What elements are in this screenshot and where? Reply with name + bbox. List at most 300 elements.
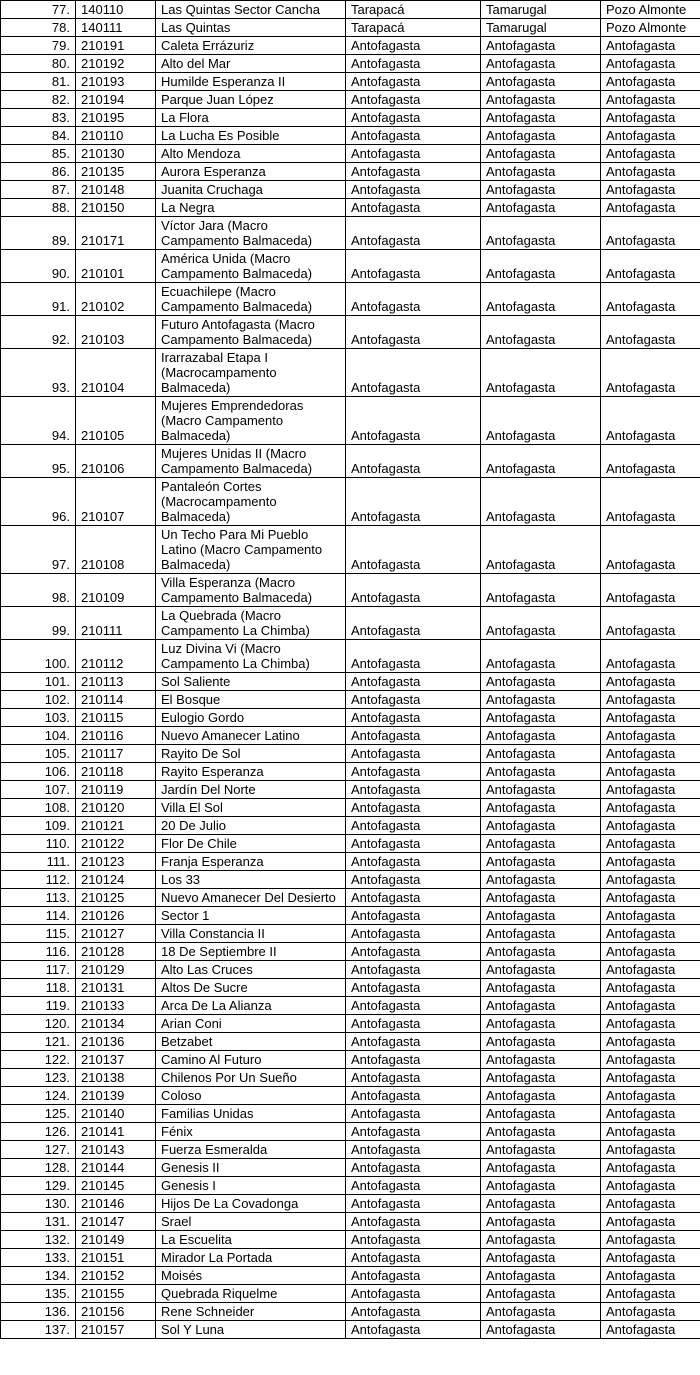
row-number-cell: 113. <box>1 889 76 907</box>
commune-cell: Antofagasta <box>601 889 700 907</box>
region-cell: Antofagasta <box>346 145 481 163</box>
province-cell: Antofagasta <box>481 763 601 781</box>
code-cell: 210194 <box>76 91 156 109</box>
table-row <box>1 745 700 763</box>
province-cell: Antofagasta <box>481 37 601 55</box>
name-cell: El Bosque <box>156 691 346 709</box>
table-row <box>1 640 700 673</box>
province-cell: Antofagasta <box>481 871 601 889</box>
region-cell: Antofagasta <box>346 181 481 199</box>
table-row <box>1 997 700 1015</box>
code-cell: 210171 <box>76 217 156 250</box>
table-row <box>1 673 700 691</box>
region-cell: Antofagasta <box>346 163 481 181</box>
name-cell: Jardín Del Norte <box>156 781 346 799</box>
table-row <box>1 397 700 445</box>
region-cell: Antofagasta <box>346 91 481 109</box>
commune-cell: Antofagasta <box>601 127 700 145</box>
table-row <box>1 1033 700 1051</box>
code-cell: 210134 <box>76 1015 156 1033</box>
province-cell: Antofagasta <box>481 1231 601 1249</box>
code-cell: 210192 <box>76 55 156 73</box>
commune-cell: Antofagasta <box>601 397 700 445</box>
commune-cell: Antofagasta <box>601 1015 700 1033</box>
table-row <box>1 925 700 943</box>
code-cell: 210116 <box>76 727 156 745</box>
commune-cell: Antofagasta <box>601 727 700 745</box>
province-cell: Antofagasta <box>481 1069 601 1087</box>
commune-cell: Antofagasta <box>601 349 700 397</box>
row-number-cell: 102. <box>1 691 76 709</box>
commune-cell: Antofagasta <box>601 37 700 55</box>
code-cell: 210149 <box>76 1231 156 1249</box>
row-number-cell: 90. <box>1 250 76 283</box>
region-cell: Antofagasta <box>346 763 481 781</box>
commune-cell: Antofagasta <box>601 181 700 199</box>
name-cell: Rene Schneider <box>156 1303 346 1321</box>
row-number-cell: 89. <box>1 217 76 250</box>
row-number-cell: 82. <box>1 91 76 109</box>
table-row <box>1 1069 700 1087</box>
name-cell: Genesis II <box>156 1159 346 1177</box>
region-cell: Antofagasta <box>346 961 481 979</box>
row-number-cell: 122. <box>1 1051 76 1069</box>
table-row <box>1 709 700 727</box>
code-cell: 210141 <box>76 1123 156 1141</box>
code-cell: 210151 <box>76 1249 156 1267</box>
province-cell: Antofagasta <box>481 727 601 745</box>
commune-cell: Antofagasta <box>601 907 700 925</box>
name-cell: Las Quintas Sector Cancha <box>156 1 346 19</box>
name-cell: Un Techo Para Mi Pueblo Latino (Macro Campamento Balmaceda) <box>156 526 346 574</box>
table-row <box>1 1267 700 1285</box>
table-row <box>1 574 700 607</box>
region-cell: Tarapacá <box>346 1 481 19</box>
row-number-cell: 80. <box>1 55 76 73</box>
table-row <box>1 781 700 799</box>
province-cell: Antofagasta <box>481 1123 601 1141</box>
row-number-cell: 130. <box>1 1195 76 1213</box>
province-cell: Antofagasta <box>481 145 601 163</box>
table-row <box>1 181 700 199</box>
code-cell: 210105 <box>76 397 156 445</box>
region-cell: Antofagasta <box>346 1159 481 1177</box>
row-number-cell: 123. <box>1 1069 76 1087</box>
province-cell: Antofagasta <box>481 640 601 673</box>
table-row <box>1 316 700 349</box>
province-cell: Antofagasta <box>481 799 601 817</box>
region-cell: Antofagasta <box>346 925 481 943</box>
row-number-cell: 104. <box>1 727 76 745</box>
code-cell: 210129 <box>76 961 156 979</box>
province-cell: Antofagasta <box>481 445 601 478</box>
name-cell: Chilenos Por Un Sueño <box>156 1069 346 1087</box>
code-cell: 210108 <box>76 526 156 574</box>
table-row <box>1 607 700 640</box>
commune-cell: Antofagasta <box>601 1159 700 1177</box>
province-cell: Antofagasta <box>481 781 601 799</box>
row-number-cell: 128. <box>1 1159 76 1177</box>
province-cell: Antofagasta <box>481 1087 601 1105</box>
name-cell: Hijos De La Covadonga <box>156 1195 346 1213</box>
region-cell: Antofagasta <box>346 640 481 673</box>
code-cell: 210155 <box>76 1285 156 1303</box>
commune-cell: Antofagasta <box>601 1213 700 1231</box>
region-cell: Antofagasta <box>346 349 481 397</box>
region-cell: Antofagasta <box>346 1123 481 1141</box>
name-cell: Pantaleón Cortes (Macrocampamento Balmaceda) <box>156 478 346 526</box>
region-cell: Antofagasta <box>346 1321 481 1339</box>
province-cell: Antofagasta <box>481 1015 601 1033</box>
table-row <box>1 1123 700 1141</box>
commune-cell: Antofagasta <box>601 445 700 478</box>
commune-cell: Antofagasta <box>601 316 700 349</box>
region-cell: Tarapacá <box>346 19 481 37</box>
commune-cell: Antofagasta <box>601 574 700 607</box>
name-cell: Mirador La Portada <box>156 1249 346 1267</box>
region-cell: Antofagasta <box>346 817 481 835</box>
name-cell: Parque Juan López <box>156 91 346 109</box>
province-cell: Antofagasta <box>481 1321 601 1339</box>
row-number-cell: 98. <box>1 574 76 607</box>
table-row <box>1 1303 700 1321</box>
name-cell: Camino Al Futuro <box>156 1051 346 1069</box>
province-cell: Antofagasta <box>481 349 601 397</box>
commune-cell: Antofagasta <box>601 1051 700 1069</box>
table-row <box>1 1177 700 1195</box>
name-cell: Villa Constancia II <box>156 925 346 943</box>
name-cell: Genesis I <box>156 1177 346 1195</box>
code-cell: 210131 <box>76 979 156 997</box>
commune-cell: Antofagasta <box>601 1033 700 1051</box>
name-cell: Alto Mendoza <box>156 145 346 163</box>
row-number-cell: 134. <box>1 1267 76 1285</box>
name-cell: Rayito De Sol <box>156 745 346 763</box>
row-number-cell: 91. <box>1 283 76 316</box>
commune-cell: Antofagasta <box>601 979 700 997</box>
province-cell: Antofagasta <box>481 709 601 727</box>
province-cell: Antofagasta <box>481 1249 601 1267</box>
commune-cell: Antofagasta <box>601 691 700 709</box>
name-cell: Víctor Jara (Macro Campamento Balmaceda) <box>156 217 346 250</box>
row-number-cell: 116. <box>1 943 76 961</box>
table-row <box>1 1213 700 1231</box>
commune-cell: Antofagasta <box>601 55 700 73</box>
region-cell: Antofagasta <box>346 1033 481 1051</box>
row-number-cell: 96. <box>1 478 76 526</box>
table-row <box>1 727 700 745</box>
region-cell: Antofagasta <box>346 1177 481 1195</box>
table-row <box>1 55 700 73</box>
province-cell: Antofagasta <box>481 73 601 91</box>
region-cell: Antofagasta <box>346 709 481 727</box>
row-number-cell: 111. <box>1 853 76 871</box>
table-row <box>1 127 700 145</box>
code-cell: 210122 <box>76 835 156 853</box>
row-number-cell: 86. <box>1 163 76 181</box>
province-cell: Antofagasta <box>481 1141 601 1159</box>
code-cell: 210143 <box>76 1141 156 1159</box>
code-cell: 210148 <box>76 181 156 199</box>
table-row <box>1 889 700 907</box>
province-cell: Antofagasta <box>481 574 601 607</box>
name-cell: Mujeres Unidas II (Macro Campamento Balmaceda) <box>156 445 346 478</box>
region-cell: Antofagasta <box>346 37 481 55</box>
code-cell: 140111 <box>76 19 156 37</box>
table-row <box>1 283 700 316</box>
table-row <box>1 1087 700 1105</box>
province-cell: Antofagasta <box>481 745 601 763</box>
commune-cell: Antofagasta <box>601 199 700 217</box>
commune-cell: Antofagasta <box>601 283 700 316</box>
table-row <box>1 526 700 574</box>
table-row <box>1 37 700 55</box>
commune-cell: Antofagasta <box>601 1321 700 1339</box>
commune-cell: Pozo Almonte <box>601 19 700 37</box>
region-cell: Antofagasta <box>346 943 481 961</box>
code-cell: 210137 <box>76 1051 156 1069</box>
name-cell: Rayito Esperanza <box>156 763 346 781</box>
region-cell: Antofagasta <box>346 853 481 871</box>
row-number-cell: 106. <box>1 763 76 781</box>
province-cell: Antofagasta <box>481 217 601 250</box>
table-row <box>1 979 700 997</box>
name-cell: Alto Las Cruces <box>156 961 346 979</box>
region-cell: Antofagasta <box>346 1069 481 1087</box>
region-cell: Antofagasta <box>346 889 481 907</box>
row-number-cell: 126. <box>1 1123 76 1141</box>
region-cell: Antofagasta <box>346 691 481 709</box>
name-cell: Familias Unidas <box>156 1105 346 1123</box>
region-cell: Antofagasta <box>346 73 481 91</box>
province-cell: Antofagasta <box>481 1033 601 1051</box>
row-number-cell: 112. <box>1 871 76 889</box>
region-cell: Antofagasta <box>346 250 481 283</box>
code-cell: 210121 <box>76 817 156 835</box>
name-cell: 20 De Julio <box>156 817 346 835</box>
region-cell: Antofagasta <box>346 799 481 817</box>
region-cell: Antofagasta <box>346 526 481 574</box>
name-cell: Fuerza Esmeralda <box>156 1141 346 1159</box>
commune-cell: Antofagasta <box>601 1177 700 1195</box>
region-cell: Antofagasta <box>346 1051 481 1069</box>
name-cell: Srael <box>156 1213 346 1231</box>
code-cell: 210150 <box>76 199 156 217</box>
code-cell: 210127 <box>76 925 156 943</box>
commune-cell: Antofagasta <box>601 1069 700 1087</box>
commune-cell: Antofagasta <box>601 1105 700 1123</box>
row-number-cell: 84. <box>1 127 76 145</box>
province-cell: Antofagasta <box>481 1303 601 1321</box>
table-row <box>1 1 700 19</box>
province-cell: Antofagasta <box>481 943 601 961</box>
name-cell: Luz Divina Vi (Macro Campamento La Chimba) <box>156 640 346 673</box>
name-cell: Aurora Esperanza <box>156 163 346 181</box>
region-cell: Antofagasta <box>346 445 481 478</box>
code-cell: 210104 <box>76 349 156 397</box>
region-cell: Antofagasta <box>346 1015 481 1033</box>
commune-cell: Antofagasta <box>601 961 700 979</box>
commune-cell: Antofagasta <box>601 250 700 283</box>
name-cell: 18 De Septiembre II <box>156 943 346 961</box>
name-cell: Los 33 <box>156 871 346 889</box>
commune-cell: Antofagasta <box>601 73 700 91</box>
name-cell: Villa Esperanza (Macro Campamento Balmaceda) <box>156 574 346 607</box>
region-cell: Antofagasta <box>346 283 481 316</box>
code-cell: 210123 <box>76 853 156 871</box>
province-cell: Antofagasta <box>481 1267 601 1285</box>
name-cell: Moisés <box>156 1267 346 1285</box>
code-cell: 210144 <box>76 1159 156 1177</box>
commune-cell: Antofagasta <box>601 526 700 574</box>
table-row <box>1 871 700 889</box>
region-cell: Antofagasta <box>346 979 481 997</box>
code-cell: 210102 <box>76 283 156 316</box>
commune-cell: Antofagasta <box>601 799 700 817</box>
row-number-cell: 129. <box>1 1177 76 1195</box>
commune-cell: Antofagasta <box>601 1249 700 1267</box>
name-cell: Las Quintas <box>156 19 346 37</box>
province-cell: Antofagasta <box>481 250 601 283</box>
name-cell: Quebrada Riquelme <box>156 1285 346 1303</box>
table-row <box>1 691 700 709</box>
commune-cell: Antofagasta <box>601 709 700 727</box>
row-number-cell: 108. <box>1 799 76 817</box>
row-number-cell: 115. <box>1 925 76 943</box>
commune-cell: Antofagasta <box>601 835 700 853</box>
code-cell: 210106 <box>76 445 156 478</box>
region-cell: Antofagasta <box>346 781 481 799</box>
name-cell: La Flora <box>156 109 346 127</box>
province-cell: Antofagasta <box>481 925 601 943</box>
region-cell: Antofagasta <box>346 607 481 640</box>
table-row <box>1 91 700 109</box>
code-cell: 210125 <box>76 889 156 907</box>
table-row <box>1 1321 700 1339</box>
table-row <box>1 145 700 163</box>
region-cell: Antofagasta <box>346 1249 481 1267</box>
name-cell: Sector 1 <box>156 907 346 925</box>
table-row <box>1 19 700 37</box>
name-cell: Nuevo Amanecer Del Desierto <box>156 889 346 907</box>
commune-cell: Antofagasta <box>601 91 700 109</box>
row-number-cell: 136. <box>1 1303 76 1321</box>
province-cell: Antofagasta <box>481 526 601 574</box>
province-cell: Antofagasta <box>481 1177 601 1195</box>
province-cell: Antofagasta <box>481 907 601 925</box>
row-number-cell: 137. <box>1 1321 76 1339</box>
table-row <box>1 1249 700 1267</box>
row-number-cell: 118. <box>1 979 76 997</box>
province-cell: Antofagasta <box>481 1105 601 1123</box>
table-row <box>1 799 700 817</box>
name-cell: La Negra <box>156 199 346 217</box>
table-row <box>1 961 700 979</box>
code-cell: 210130 <box>76 145 156 163</box>
code-cell: 210139 <box>76 1087 156 1105</box>
region-cell: Antofagasta <box>346 907 481 925</box>
code-cell: 210107 <box>76 478 156 526</box>
row-number-cell: 110. <box>1 835 76 853</box>
row-number-cell: 94. <box>1 397 76 445</box>
region-cell: Antofagasta <box>346 745 481 763</box>
region-cell: Antofagasta <box>346 871 481 889</box>
province-cell: Antofagasta <box>481 127 601 145</box>
table-row <box>1 163 700 181</box>
row-number-cell: 100. <box>1 640 76 673</box>
commune-cell: Antofagasta <box>601 1141 700 1159</box>
row-number-cell: 121. <box>1 1033 76 1051</box>
code-cell: 210111 <box>76 607 156 640</box>
region-cell: Antofagasta <box>346 1213 481 1231</box>
code-cell: 210112 <box>76 640 156 673</box>
table-row <box>1 217 700 250</box>
province-cell: Antofagasta <box>481 889 601 907</box>
table-row <box>1 478 700 526</box>
commune-cell: Antofagasta <box>601 925 700 943</box>
row-number-cell: 95. <box>1 445 76 478</box>
region-cell: Antofagasta <box>346 997 481 1015</box>
name-cell: Alto del Mar <box>156 55 346 73</box>
region-cell: Antofagasta <box>346 1105 481 1123</box>
row-number-cell: 101. <box>1 673 76 691</box>
name-cell: Betzabet <box>156 1033 346 1051</box>
name-cell: América Unida (Macro Campamento Balmaceda) <box>156 250 346 283</box>
commune-cell: Antofagasta <box>601 781 700 799</box>
province-cell: Antofagasta <box>481 1195 601 1213</box>
code-cell: 210124 <box>76 871 156 889</box>
code-cell: 140110 <box>76 1 156 19</box>
code-cell: 210128 <box>76 943 156 961</box>
code-cell: 210193 <box>76 73 156 91</box>
name-cell: Sol Saliente <box>156 673 346 691</box>
province-cell: Antofagasta <box>481 55 601 73</box>
table-row <box>1 1051 700 1069</box>
row-number-cell: 119. <box>1 997 76 1015</box>
province-cell: Antofagasta <box>481 199 601 217</box>
row-number-cell: 85. <box>1 145 76 163</box>
province-cell: Antofagasta <box>481 607 601 640</box>
commune-cell: Antofagasta <box>601 943 700 961</box>
region-cell: Antofagasta <box>346 1141 481 1159</box>
row-number-cell: 78. <box>1 19 76 37</box>
province-cell: Antofagasta <box>481 835 601 853</box>
province-cell: Antofagasta <box>481 478 601 526</box>
commune-cell: Antofagasta <box>601 871 700 889</box>
region-cell: Antofagasta <box>346 316 481 349</box>
code-cell: 210126 <box>76 907 156 925</box>
row-number-cell: 105. <box>1 745 76 763</box>
name-cell: Caleta Errázuriz <box>156 37 346 55</box>
province-cell: Antofagasta <box>481 109 601 127</box>
table-row <box>1 1195 700 1213</box>
code-cell: 210157 <box>76 1321 156 1339</box>
province-cell: Antofagasta <box>481 1051 601 1069</box>
code-cell: 210136 <box>76 1033 156 1051</box>
commune-cell: Antofagasta <box>601 1087 700 1105</box>
row-number-cell: 83. <box>1 109 76 127</box>
table-row <box>1 199 700 217</box>
table-row <box>1 1159 700 1177</box>
code-cell: 210147 <box>76 1213 156 1231</box>
name-cell: Sol Y Luna <box>156 1321 346 1339</box>
row-number-cell: 131. <box>1 1213 76 1231</box>
province-cell: Antofagasta <box>481 691 601 709</box>
name-cell: Futuro Antofagasta (Macro Campamento Balmaceda) <box>156 316 346 349</box>
row-number-cell: 133. <box>1 1249 76 1267</box>
commune-cell: Antofagasta <box>601 817 700 835</box>
code-cell: 210133 <box>76 997 156 1015</box>
